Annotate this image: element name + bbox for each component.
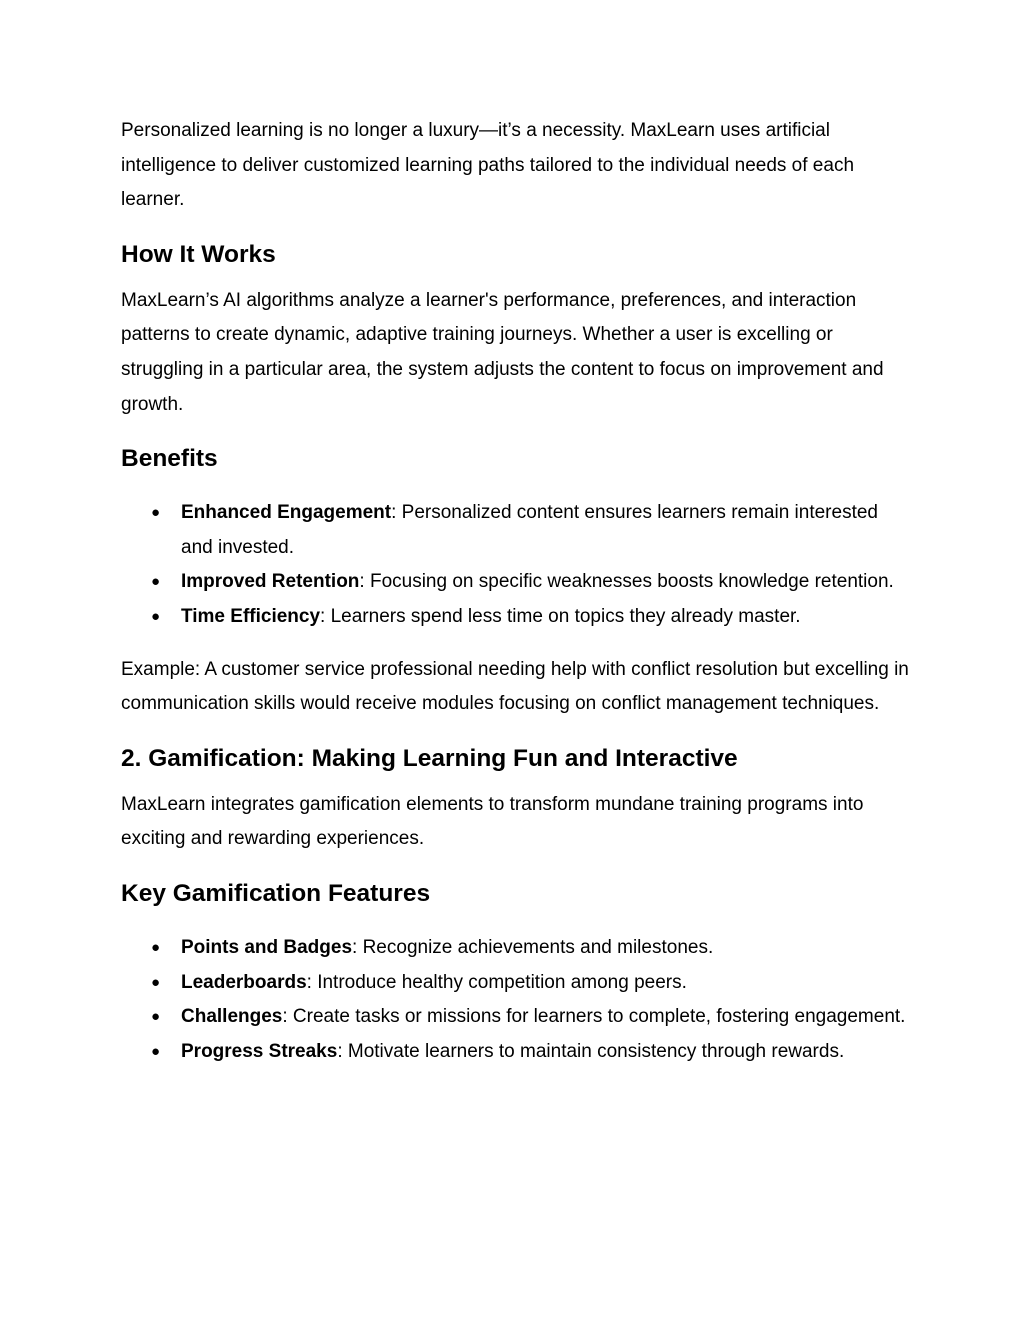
list-item-text: : Create tasks or missions for learners to complete, fostering engagement.: [282, 1006, 906, 1028]
list-item-text: : Focusing on specific weaknesses boosts knowledge retention.: [359, 571, 894, 593]
list-item-text: : Introduce healthy competition among peers.: [306, 971, 687, 993]
benefits-heading: Benefits: [121, 445, 218, 473]
list-item-text: : Personalized content ensures learners remain interested and invested.: [181, 502, 878, 558]
bullet-icon: ●: [151, 1008, 161, 1026]
list-item: [121, 496, 911, 565]
gamification-paragraph: MaxLearn integrates gamification elements to transform mundane training programs into exciting and rewarding experiences.: [121, 793, 864, 850]
list-item: [121, 966, 911, 1001]
key-features-list: [121, 931, 911, 1069]
list-item-term: Challenges: [181, 1006, 283, 1028]
bullet-icon: ●: [151, 607, 161, 625]
list-item-term: Points and Badges: [181, 936, 353, 958]
list-item-term: Progress Streaks: [181, 1040, 338, 1062]
benefits-list: [121, 496, 911, 634]
bullet-icon: ●: [151, 504, 161, 522]
list-item-term: Leaderboards: [181, 971, 307, 993]
gamification-heading: 2. Gamification: Making Learning Fun and Interactive: [121, 744, 738, 772]
how-it-works-heading: How It Works: [121, 240, 276, 268]
list-item-text: : Learners spend less time on topics they already master.: [320, 605, 801, 627]
list-item-term: Enhanced Engagement: [181, 502, 392, 524]
list-item-term: Improved Retention: [181, 571, 360, 593]
list-item: [121, 1000, 911, 1035]
example-paragraph: Example: A customer service professional needing help with conflict resolution but excelling in communication skills would receive modules focusing on conflict management techniques.: [121, 658, 909, 715]
intro-paragraph: Personalized learning is no longer a luxury—it’s a necessity. MaxLearn uses artificial intelligence to deliver customized learning paths tailored to the individual needs of each learner.: [121, 120, 855, 211]
key-features-heading: Key Gamification Features: [121, 879, 431, 907]
bullet-icon: ●: [151, 573, 161, 591]
list-item: [121, 1035, 911, 1070]
list-item-term: Time Efficiency: [181, 605, 321, 627]
bullet-icon: ●: [151, 973, 161, 991]
list-item: [121, 565, 911, 600]
list-item: [121, 600, 911, 635]
list-item: [121, 931, 911, 966]
document-page: [121, 114, 911, 1069]
bullet-icon: ●: [151, 938, 161, 956]
bullet-icon: ●: [151, 1042, 161, 1060]
list-item-text: : Recognize achievements and milestones.: [352, 936, 714, 958]
list-item-text: : Motivate learners to maintain consistency through rewards.: [337, 1040, 845, 1062]
how-it-works-paragraph: MaxLearn’s AI algorithms analyze a learner's performance, preferences, and interaction patterns to create dynamic, adaptive training journeys. Whether a user is excelling or struggling in a particular area, the system adjusts the content to focus on improvement and growth.: [121, 289, 884, 415]
